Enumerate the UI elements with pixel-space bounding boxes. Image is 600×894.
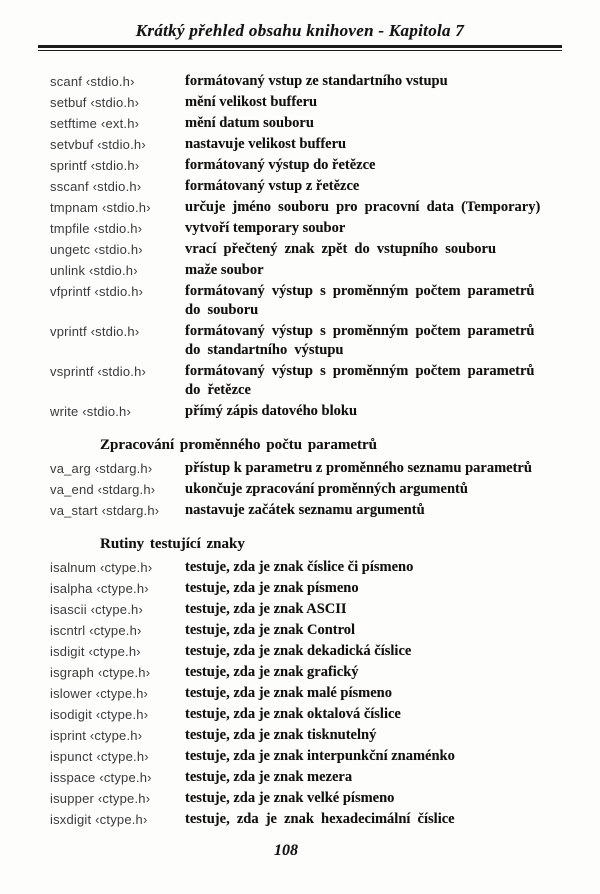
description-cell: ukončuje zpracování proměnných argumentů: [185, 481, 468, 497]
function-name-cell: isxdigit ‹ctype.h›: [50, 812, 148, 827]
description-cell: formátovaný výstup do řetězce: [185, 157, 376, 173]
function-name-cell: isspace ‹ctype.h›: [50, 770, 152, 785]
description-cell: maže soubor: [185, 262, 264, 278]
function-name-cell: vprintf ‹stdio.h›: [50, 324, 140, 339]
table-row: [50, 579, 574, 598]
function-name-cell: setvbuf ‹stdio.h›: [50, 137, 146, 152]
table-row: [50, 72, 574, 91]
table-row: [50, 362, 574, 400]
description-cell: testuje, zda je znak grafický: [185, 664, 359, 680]
description-cell: přímý zápis datového bloku: [185, 403, 358, 419]
table-row: [50, 114, 574, 133]
description-cell: formátovaný vstup ze standartního vstupu: [185, 73, 448, 89]
description-cell: přístup k parametru z proměnného seznamu parametrů: [185, 460, 532, 476]
function-name-cell: isgraph ‹ctype.h›: [50, 665, 151, 680]
table-row: [50, 402, 574, 421]
function-name-cell: ungetc ‹stdio.h›: [50, 242, 143, 257]
table-row: [50, 198, 574, 217]
table-row: [50, 219, 574, 238]
table-row: [50, 240, 574, 259]
description-cell: formátovaný výstup s proměnným počtem parametrů do souboru: [185, 283, 535, 318]
function-name-cell: isodigit ‹ctype.h›: [50, 707, 149, 722]
function-name-cell: vfprintf ‹stdio.h›: [50, 284, 144, 299]
description-cell: testuje, zda je znak Control: [185, 622, 356, 638]
function-name-cell: isupper ‹ctype.h›: [50, 791, 151, 806]
function-name-cell: va_start ‹stdarg.h›: [50, 503, 160, 518]
table-row: [50, 810, 574, 829]
table-row: [50, 789, 574, 808]
description-cell: mění velikost bufferu: [185, 94, 318, 110]
section-heading: Rutiny testující znaky: [100, 536, 245, 552]
function-name-cell: isprint ‹ctype.h›: [50, 728, 143, 743]
table-row: [50, 558, 574, 577]
table-row: [50, 600, 574, 619]
table-row: [50, 768, 574, 787]
table-row: [50, 621, 574, 640]
function-name-cell: setftime ‹ext.h›: [50, 116, 140, 131]
table-row: [50, 156, 574, 175]
table-row: [50, 642, 574, 661]
description-cell: formátovaný výstup s proměnným počtem parametrů do řetězce: [185, 363, 535, 398]
function-name-cell: vsprintf ‹stdio.h›: [50, 364, 147, 379]
description-cell: vrací přečtený znak zpět do vstupního souboru: [185, 241, 497, 257]
description-cell: testuje, zda je znak malé písmeno: [185, 685, 393, 701]
table-row: [50, 261, 574, 280]
scan-edge-artifacts: [0, 0, 12, 894]
function-name-cell: va_arg ‹stdarg.h›: [50, 461, 153, 476]
function-name-cell: isalnum ‹ctype.h›: [50, 560, 153, 575]
description-cell: vytvoří temporary soubor: [185, 220, 346, 236]
function-name-cell: tmpnam ‹stdio.h›: [50, 200, 151, 215]
function-name-cell: isalpha ‹ctype.h›: [50, 581, 149, 596]
description-cell: mění datum souboru: [185, 115, 314, 131]
function-name-cell: scanf ‹stdio.h›: [50, 74, 135, 89]
function-name-cell: setbuf ‹stdio.h›: [50, 95, 140, 110]
function-name-cell: isdigit ‹ctype.h›: [50, 644, 141, 659]
description-cell: testuje, zda je znak tisknutelný: [185, 727, 377, 743]
description-cell: formátovaný vstup z řetězce: [185, 178, 360, 194]
description-cell: testuje, zda je znak písmeno: [185, 580, 359, 596]
function-name-cell: unlink ‹stdio.h›: [50, 263, 138, 278]
function-name-cell: sscanf ‹stdio.h›: [50, 179, 142, 194]
section-heading: Zpracování proměnného počtu parametrů: [100, 437, 377, 453]
description-cell: testuje, zda je znak velké písmeno: [185, 790, 395, 806]
table-row: [50, 480, 574, 499]
function-name-cell: sprintf ‹stdio.h›: [50, 158, 140, 173]
table-row: [50, 135, 574, 154]
function-name-cell: islower ‹ctype.h›: [50, 686, 149, 701]
page-title: Krátký přehled obsahu knihoven - Kapitola 7: [135, 21, 465, 40]
function-name-cell: ispunct ‹ctype.h›: [50, 749, 149, 764]
function-name-cell: iscntrl ‹ctype.h›: [50, 623, 142, 638]
table-row: [50, 282, 574, 320]
page-number: 108: [274, 842, 298, 859]
table-row: [50, 322, 574, 360]
table-row: [50, 93, 574, 112]
table-row: [50, 726, 574, 745]
description-cell: testuje, zda je znak oktalová číslice: [185, 706, 401, 722]
description-cell: formátovaný výstup s proměnným počtem parametrů do standartního výstupu: [185, 323, 535, 358]
description-cell: testuje, zda je znak hexadecimální číslice: [185, 811, 455, 827]
function-name-cell: write ‹stdio.h›: [50, 404, 132, 419]
table-row: [50, 459, 574, 478]
function-name-cell: tmpfile ‹stdio.h›: [50, 221, 143, 236]
function-list: [0, 51, 600, 829]
table-row: [50, 501, 574, 520]
description-cell: nastavuje začátek seznamu argumentů: [185, 502, 425, 518]
table-row: [50, 684, 574, 703]
table-row: [50, 747, 574, 766]
function-name-cell: isascii ‹ctype.h›: [50, 602, 143, 617]
table-row: [50, 177, 574, 196]
description-cell: testuje, zda je znak číslice či písmeno: [185, 559, 414, 575]
description-cell: testuje, zda je znak ASCII: [185, 601, 347, 617]
description-cell: testuje, zda je znak dekadická číslice: [185, 643, 412, 659]
description-cell: testuje, zda je znak mezera: [185, 769, 353, 785]
function-name-cell: va_end ‹stdarg.h›: [50, 482, 156, 497]
table-row: [50, 663, 574, 682]
description-cell: určuje jméno souboru pro pracovní data (Temporary): [185, 199, 541, 215]
description-cell: nastavuje velikost bufferu: [185, 136, 347, 152]
page-header: [0, 0, 600, 51]
description-cell: testuje, zda je znak interpunkční znaménko: [185, 748, 455, 764]
table-row: [50, 705, 574, 724]
